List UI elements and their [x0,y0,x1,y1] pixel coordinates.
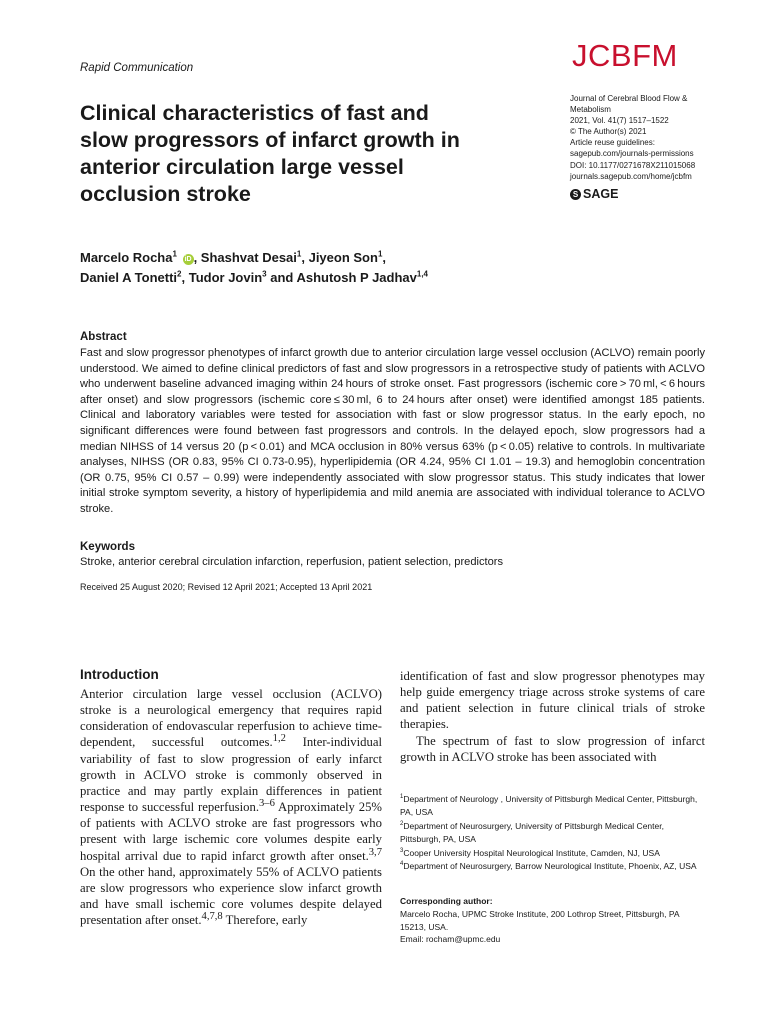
body-text: On the other hand, approximately 55% of ACLVO patients are slow progressors who experience slow infarct growth and have small ischemic core volumes despite delayed presentation after onset. [80,864,382,928]
keywords-heading: Keywords [80,541,135,553]
corresponding-address: Marcelo Rocha, UPMC Stroke Institute, 200 Lothrop Street, Pittsburgh, PA 15213, USA. [400,908,680,932]
affil-text: Department of Neurosurgery, University of Pittsburgh Medical Center, Pittsburgh, PA, USA [400,820,664,845]
abstract-body: Fast and slow progressor phenotypes of infarct growth due to anterior circulation large vessel occlusion (ACLVO) remain poorly understood. We aimed to define clinical predictors of fast and slow progressors in a retrospective study of patients with ACLVO who underwent baseline advanced imaging within 24 hours of stroke onset. Fast progressors (ischemic core > 70 ml, < 6 hours after onset) and slow progressors (ischemic core ≤ 30 ml, 6 to 24 hours after onset) were identified amongst 185 patients. Clinical and laboratory variables were tested for association with fast or slow progressor status. In the early epoch, no significant differences were found between fast progressors and controls. In the delayed epoch, slow progressors had a median NIHSS of 14 versus 20 (p < 0.01) and MCA occlusion in 80% versus 63% (p < 0.05) relative to controls. In multivariate analyses, NIHSS (OR 0.83, 95% CI 0.73-0.95), hyperlipidemia (OR 4.24, 95% CI 1.01 – 19.3) and hemoglobin concentration (OR 0.75, 95% CI 0.57 – 0.99) were independently associated with slow progressor status. This study indicates that lower initial stroke symptom severity, a history of hyperlipidemia and mild anemia are associated with individual tolerance to ACLVO stroke. [80,347,705,515]
orcid-icon[interactable]: iD [184,256,192,263]
author-affil-sup: 1 [377,249,383,259]
affil-sup: 2 [400,820,404,827]
author-name: Jiyeon Son [308,250,378,265]
journal-meta-line[interactable]: journals.sagepub.com/home/jcbfm [570,171,692,181]
affil-text: Cooper University Hospital Neurological Institute, Camden, NJ, USA [403,847,660,858]
author-name: Daniel A Tonetti [80,270,178,285]
author-name: Marcelo Rocha [80,250,173,265]
citation-sup[interactable]: 3,7 [368,846,382,858]
author-affil-sup: 2 [177,269,182,279]
journal-meta-line: Article reuse guidelines: [570,138,655,148]
introduction-col-left [80,686,382,928]
citation-sup[interactable]: 3–6 [259,797,275,809]
affil-text: Department of Neurology , University of Pittsburgh Medical Center, Pittsburgh, PA, USA [400,794,698,818]
corresponding-author [400,895,705,946]
author-affil-sup: 3 [262,269,267,279]
body-text: Therefore, early [222,913,308,928]
abstract-heading: Abstract [80,331,127,343]
journal-logo: JCBFM [572,38,678,73]
citation-sup[interactable]: 1,2 [272,733,286,745]
introduction-col-right [400,668,705,765]
author-affil-sup: 1 [296,249,302,259]
author-list [80,248,680,288]
article-dates: Received 25 August 2020; Revised 12 April 2021; Accepted 13 April 2021 [80,582,373,592]
journal-meta-line: Metabolism [570,105,611,115]
affiliations [400,793,705,873]
body-text: Inter-individual variability of fast to slow progression of early infarct growth in ACLVO stroke is commonly observed in practice and may partly explain differences in patient response to successful reperfusion. [80,735,382,815]
affil-sup: 4 [400,861,404,868]
body-text: Approximately 25% of patients with ACLVO stroke are fast progressors who present with large ischemic core volumes despite early hospital arrival due to rapid infarct growth after onset. [80,800,382,863]
body-text: Anterior circulation large vessel occlusion (ACLVO) stroke is a neurological emergency that requires rapid consideration of endovascular reperfusion to achieve time-dependent, successful outcomes. [80,687,382,750]
journal-meta-line: © The Author(s) 2021 [570,127,647,137]
author-line: Marcelo Rocha$^1$ iD , Shashvat Desai$^1$, Jiyeon Son$^1$, [80,249,387,265]
affil-text: Department of Neurosurgery, Barrow Neurological Institute, Phoenix, AZ, USA [403,861,697,872]
publisher-name: SAGE [583,187,619,201]
affiliation-item [400,847,705,860]
journal-meta [570,93,720,182]
citation-sup[interactable]: 4,7,8 [201,910,223,922]
sage-logo-icon: S [570,189,581,200]
author-affil-sup: 1,4 [416,269,428,279]
author-name: Ashutosh P Jadhav [296,270,417,285]
affil-sup: 3 [400,847,404,854]
introduction-heading: Introduction [80,667,159,682]
body-paragraph: The spectrum of fast to slow progression of infarct growth in ACLVO stroke has been associated with [400,733,705,764]
article-title: Clinical characteristics of fast and slow progressors of infarct growth in anterior circulation large vessel occlusion stroke [80,101,460,206]
journal-meta-line[interactable]: DOI: 10.1177/0271678X211015068 [570,160,696,170]
affiliation-item [400,793,705,820]
corresponding-heading: Corresponding author: [400,896,493,906]
section-label: Rapid Communication [80,62,194,74]
journal-meta-line: 2021, Vol. 41(7) 1517–1522 [570,116,669,126]
corresponding-email[interactable]: Email: rocham@upmc.edu [400,934,501,945]
affil-sup: 1 [400,794,404,801]
keywords-body: Stroke, anterior cerebral circulation infarction, reperfusion, patient selection, predictors [80,556,504,568]
journal-meta-line[interactable]: sagepub.com/journals-permissions [570,149,694,159]
body-paragraph: identification of fast and slow progressor phenotypes may help guide emergency triage across stroke systems of care and patient selection in future clinical trials of stroke therapies. [400,669,705,732]
publisher-logo [570,187,618,201]
journal-meta-line: Journal of Cerebral Blood Flow & [570,94,688,103]
author-name: Shashvat Desai [200,250,297,265]
author-line: Daniel A Tonetti$^2$, Tudor Jovin$^3$ and Ashutosh P Jadhav$^{1,4}$ [80,269,428,285]
author-name: Tudor Jovin [188,270,263,285]
affiliation-item [400,860,705,873]
affiliation-item [400,820,705,847]
author-affil-sup: 1 [172,249,177,259]
